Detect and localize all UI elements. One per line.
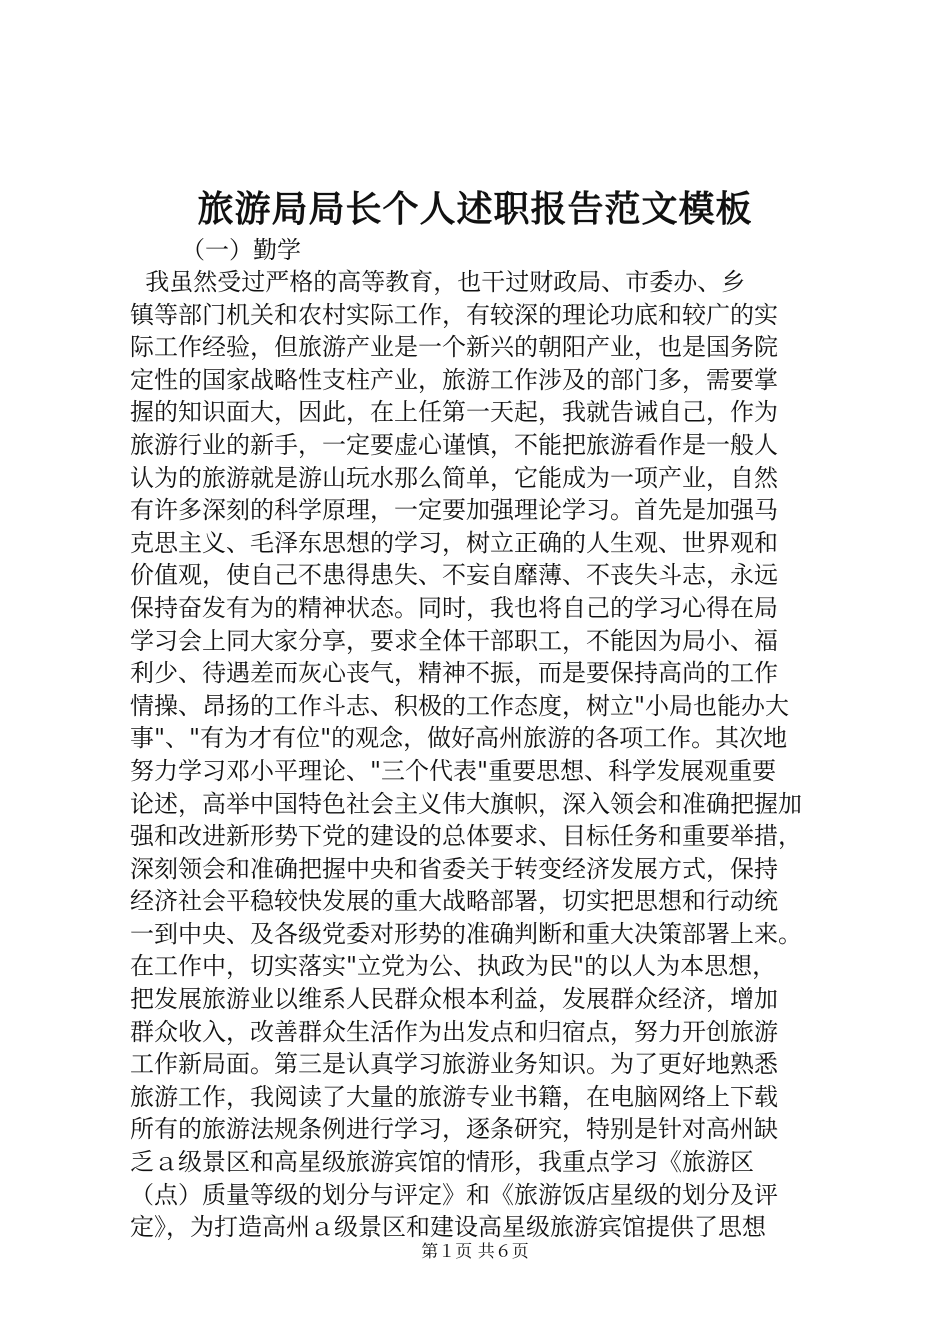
- page-footer: 第１页 共６页: [421, 1242, 529, 1262]
- section-heading: （一）勤学: [181, 236, 301, 264]
- document-title: 旅游局局长个人述职报告范文模板: [197, 188, 753, 230]
- body-paragraph: 我虽然受过严格的高等教育，也干过财政局、市委办、乡 镇等部门机关和农村实际工作，有较深的理论功底和较广的实 际工作经验，但旅游产业是一个新兴的朝阳产业，也是国务院 定性的国家战略性支柱产业，旅游工作涉及的部门多，需要掌 握的知识面大，因此，在上任第一天起，我就告诫自己，作为 旅游行业的新手，一定要虚心谨慎，不能把旅游看作是一般人 认为的旅游就是游山玩水那么简单，它能成为一项产业，自然 有许多深刻的科学原理，一定要加强理论学习。首先是加强马 克思主义、毛泽东思想的学习，树立正确的人生观、世界观和 价值观，使自己不患得患失、不妄自靡薄、不丧失斗志，永远 保持奋发有为的精神状态。同时，我也将自己的学习心得在局 学习会上同大家分享，要求全体干部职工，不能因为局小、福 利少、待遇差而灰心丧气，精神不振，而是要保持高尚的工作 情操、昂扬的工作斗志、积极的工作态度，树立"小局也能办大 事"、"有为才有位"的观念，做好高州旅游的各项工作。其次地 努力学习邓小平理论、"三个代表"重要思想、科学发展观重要 论述，高举中国特色社会主义伟大旗帜，深入领会和准确把握加 强和改进新形势下党的建设的总体要求、目标任务和重要举措， 深刻领会和准确把握中央和省委关于转变经济发展方式，保持 经济社会平稳较快发展的重大战略部署，切实把思想和行动统 一到中央、及各级党委对形势的准确判断和重大决策部署上来。 在工作中，切实落实"立党为公、执政为民"的以人为本思想， 把发展旅游业以维系人民群众根本利益，发展群众经济，增加 群众收入，改善群众生活作为出发点和归宿点，努力开创旅游 工作新局面。第三是认真学习旅游业务知识。为了更好地熟悉 旅游工作，我阅读了大量的旅游专业书籍，在电脑网络上下载 所有的旅游法规条例进行学习，逐条研究，特别是针对高州缺 乏ａ级景区和高星级旅游宾馆的情形，我重点学习《旅游区 （点）质量等级的划分与评定》和《旅游饭店星级的划分及评 定》，为打造高州ａ级景区和建设高星级旅游宾馆提供了思想: [130, 268, 802, 1242]
